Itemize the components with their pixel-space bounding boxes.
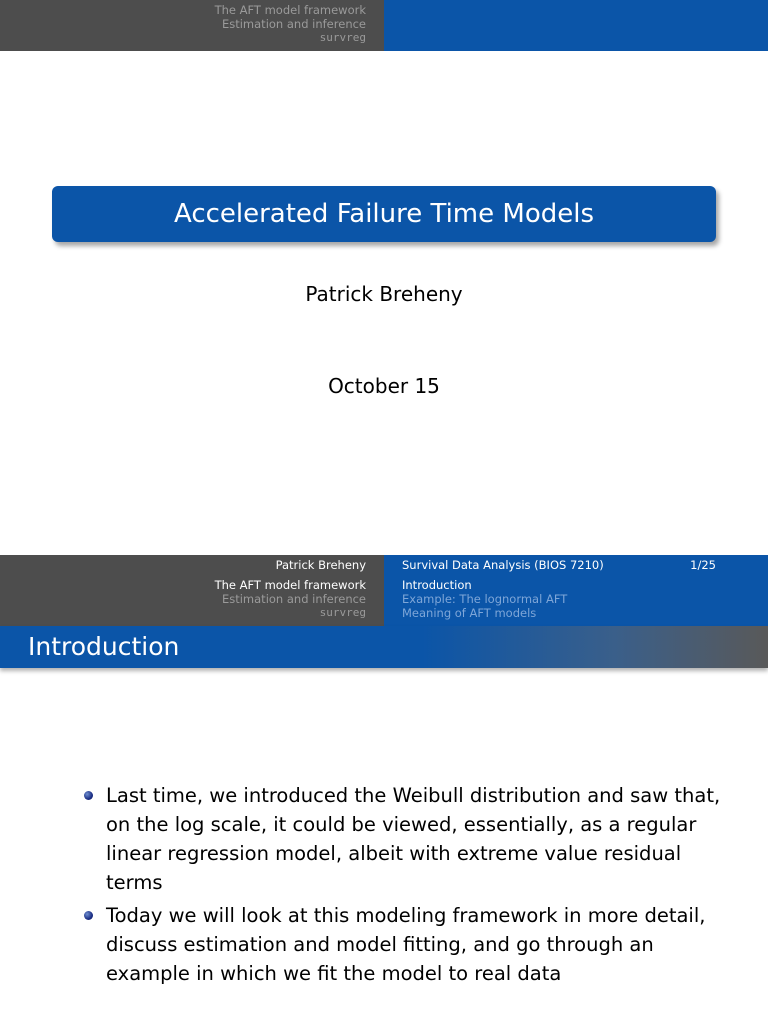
bullet-text: Today we will look at this modeling framework in more detail, discuss estimation and model fitting, and go through an example in which we fit the model to real data bbox=[106, 904, 706, 985]
top-nav-subsections bbox=[384, 0, 768, 51]
nav-section-survreg[interactable]: survreg bbox=[319, 31, 366, 44]
slide-title: Accelerated Failure Time Models bbox=[52, 186, 716, 242]
footer-page-number: 1/25 bbox=[690, 558, 716, 572]
footer-author-bar bbox=[0, 555, 384, 576]
slide2-nav-subsections bbox=[384, 576, 768, 626]
bullet-icon bbox=[84, 911, 93, 920]
nav-subsection-introduction-active[interactable]: Introduction bbox=[402, 578, 472, 592]
nav-section-survreg[interactable]: survreg bbox=[319, 606, 366, 619]
frame-title: Introduction bbox=[0, 626, 768, 668]
nav-subsection-meaning-aft[interactable]: Meaning of AFT models bbox=[402, 606, 537, 620]
nav-section-estimation[interactable]: Estimation and inference bbox=[221, 17, 366, 31]
nav-section-aft-framework-active[interactable]: The AFT model framework bbox=[214, 578, 366, 592]
nav-subsection-lognormal-example[interactable]: Example: The lognormal AFT bbox=[402, 592, 568, 606]
list-item bbox=[84, 781, 734, 897]
bullet-icon bbox=[84, 791, 93, 800]
top-nav-sections bbox=[0, 0, 384, 51]
slide2-nav-sections bbox=[0, 576, 384, 626]
footer-course-bar bbox=[384, 555, 768, 576]
nav-section-aft-framework[interactable]: The AFT model framework bbox=[214, 3, 366, 17]
bullet-text: Last time, we introduced the Weibull distribution and saw that, on the log scale, it could be viewed, essentially, as a regular linear regression model, albeit with extreme value residual terms bbox=[106, 784, 721, 894]
bullet-list bbox=[84, 781, 734, 992]
list-item bbox=[84, 901, 734, 988]
footer-course: Survival Data Analysis (BIOS 7210) bbox=[402, 558, 604, 572]
presentation-date: October 15 bbox=[328, 374, 440, 398]
nav-section-estimation[interactable]: Estimation and inference bbox=[221, 592, 366, 606]
author-name: Patrick Breheny bbox=[305, 282, 463, 306]
footer-author: Patrick Breheny bbox=[275, 558, 366, 572]
